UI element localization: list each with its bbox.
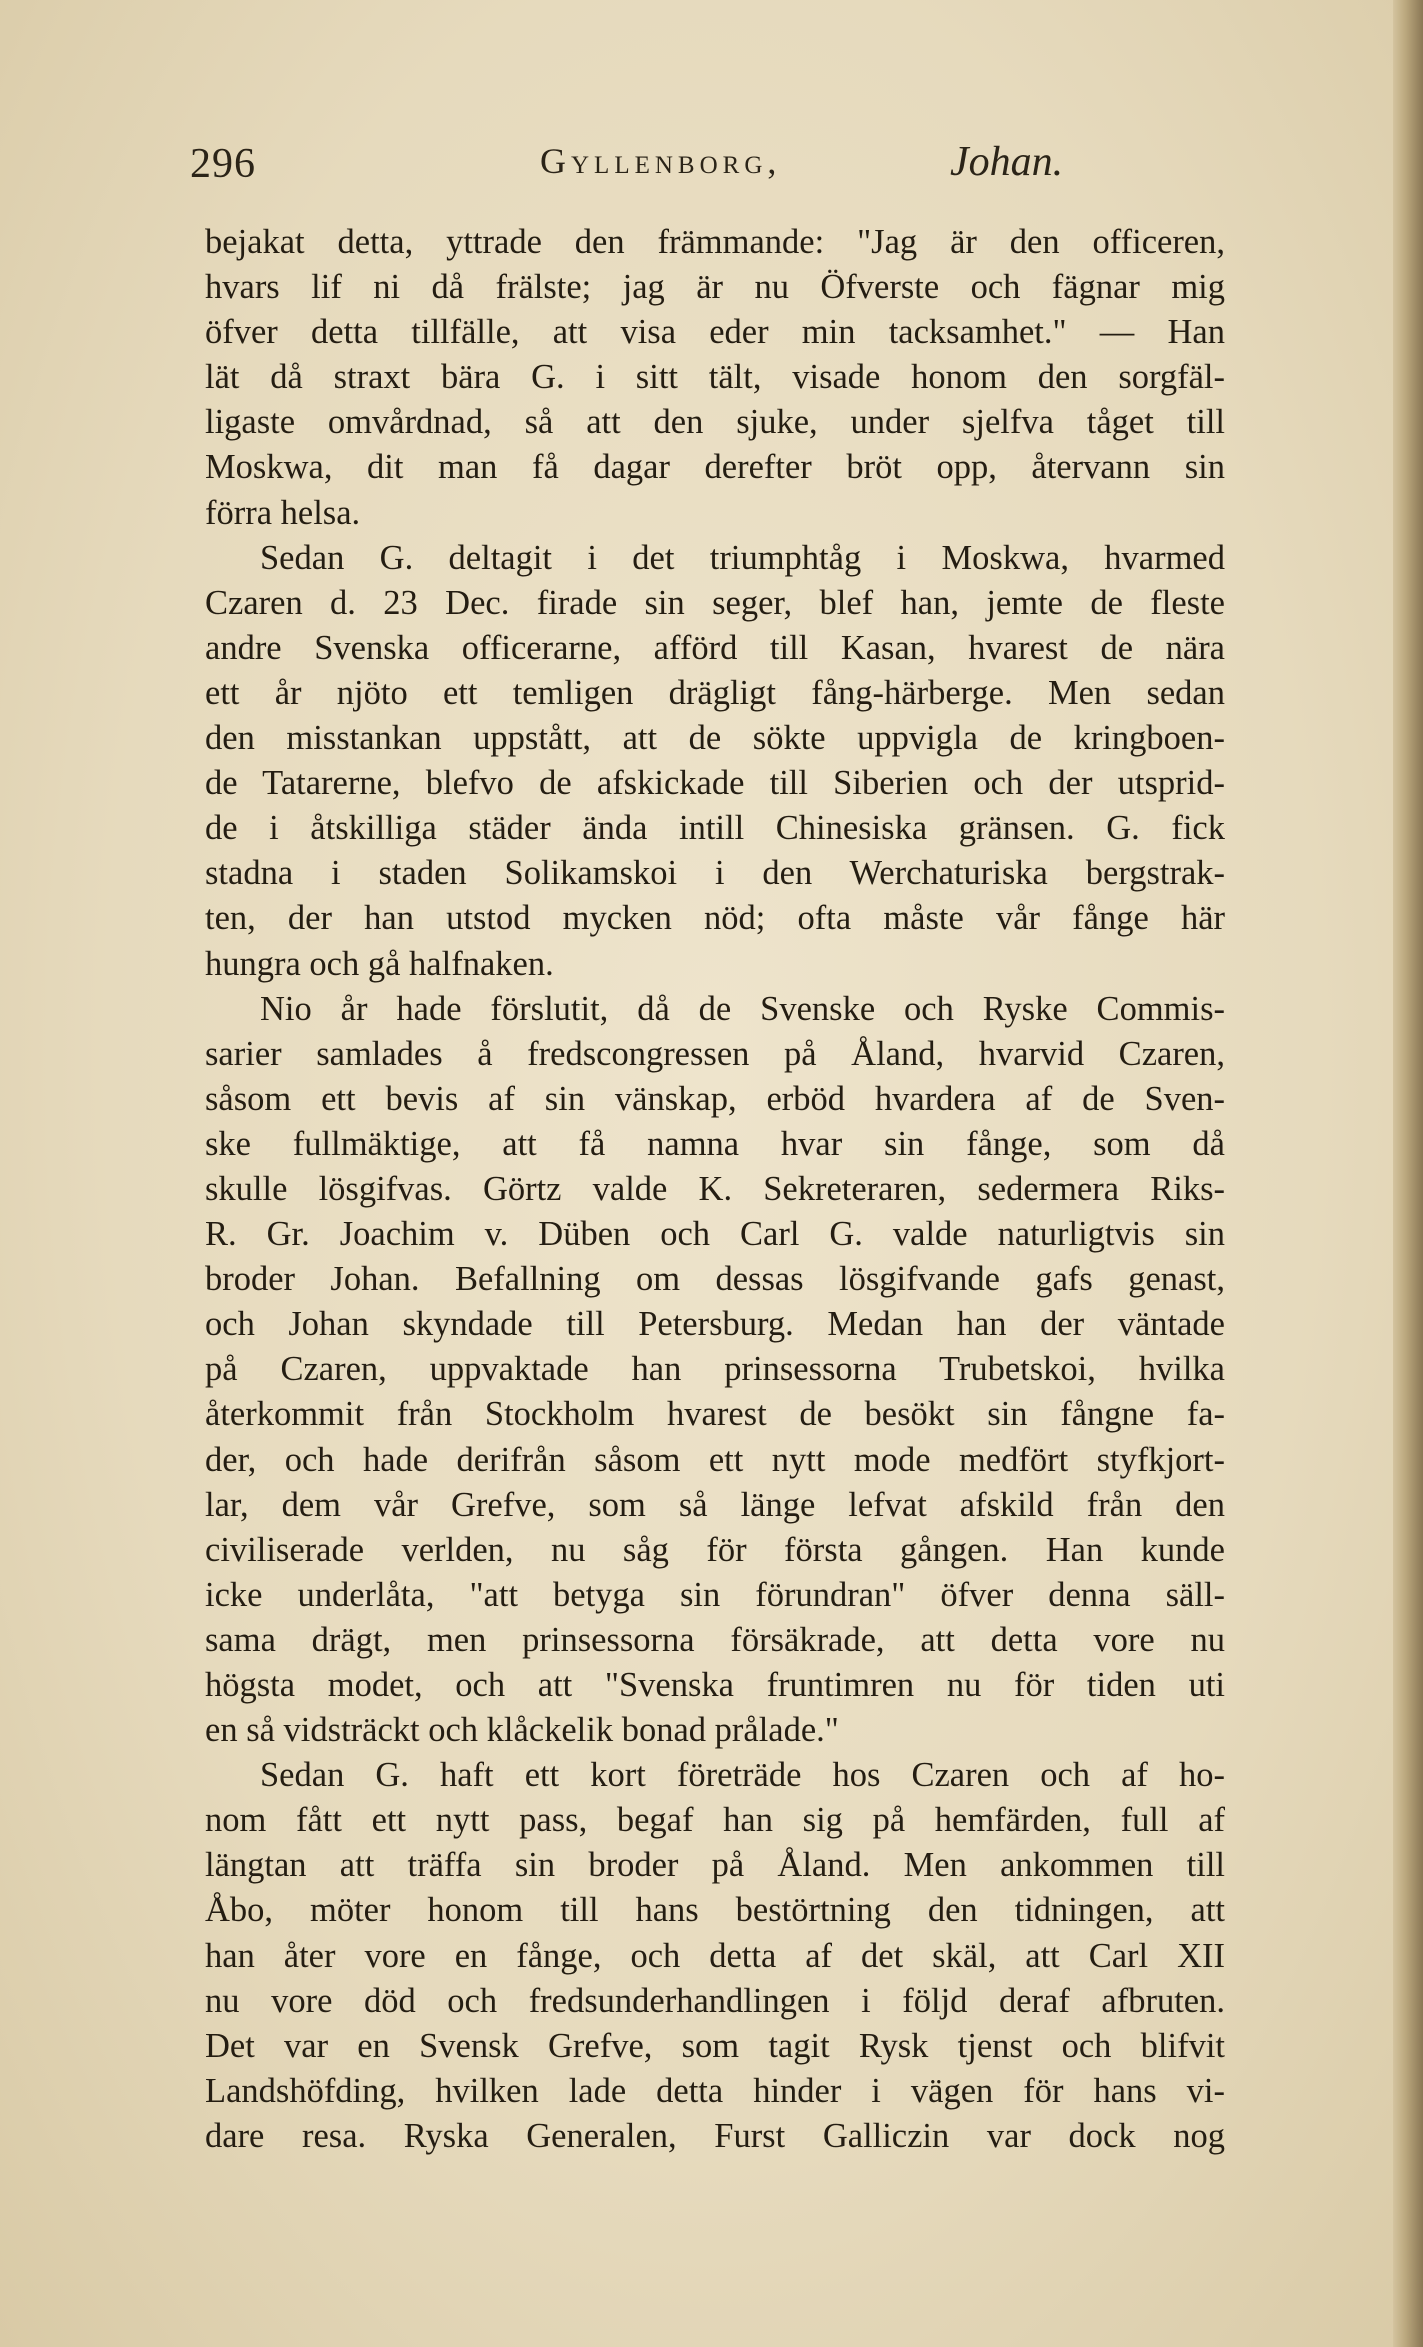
text-line: Sedan G. deltagit i det triumphtåg i Moskwa, hvarmed bbox=[260, 538, 1225, 577]
text-line: en så vidsträckt och klåckelik bonad prålade." bbox=[205, 1711, 839, 1750]
text-line: nu vore död och fredsunderhandlingen i följd deraf afbruten. bbox=[205, 1981, 1225, 2020]
text-line: Czaren d. 23 Dec. firade sin seger, blef han, jemte de fleste bbox=[205, 583, 1225, 622]
text-line: ten, der han utstod mycken nöd; ofta måste vår fånge här bbox=[205, 899, 1225, 938]
page-spine-shadow bbox=[1393, 0, 1423, 2347]
text-line: den misstankan uppstått, att de sökte uppvigla de kringboen- bbox=[205, 719, 1225, 758]
text-line: sama drägt, men prinsessorna försäkrade, att detta vore nu bbox=[205, 1620, 1225, 1659]
text-line: civiliserade verlden, nu såg för första gången. Han kunde bbox=[205, 1530, 1225, 1569]
text-line: öfver detta tillfälle, att visa eder min tacksamhet." — Han bbox=[205, 313, 1225, 352]
running-head-name: Johan. bbox=[950, 139, 1064, 185]
text-line: Nio år hade förslutit, då de Svenske och Ryske Commis- bbox=[260, 989, 1225, 1028]
text-line: andre Svenska officerarne, afförd till Kasan, hvarest de nära bbox=[205, 628, 1225, 667]
text-line: broder Johan. Befallning om dessas lösgifvande gafs genast, bbox=[205, 1260, 1225, 1299]
text-line: stadna i staden Solikamskoi i den Werchaturiska bergstrak- bbox=[205, 854, 1225, 893]
text-line: Landshöfding, hvilken lade detta hinder i vägen för hans vi- bbox=[205, 2071, 1225, 2110]
text-line: längtan att träffa sin broder på Åland. Men ankommen till bbox=[205, 1846, 1225, 1885]
text-line: han åter vore en fånge, och detta af det skäl, att Carl XII bbox=[205, 1936, 1225, 1975]
text-line: ett år njöto ett temligen drägligt fång-härberge. Men sedan bbox=[205, 673, 1225, 712]
text-line: förra helsa. bbox=[205, 493, 361, 532]
text-line: bejakat detta, yttrade den främmande: "Jag är den officeren, bbox=[205, 223, 1225, 261]
text-line: de Tatarerne, blefvo de afskickade till Siberien och der utsprid- bbox=[205, 764, 1225, 803]
text-line: icke underlåta, "att betyga sin förundran" öfver denna säll- bbox=[205, 1575, 1225, 1614]
text-line: Sedan G. haft ett kort företräde hos Czaren och af ho- bbox=[260, 1756, 1225, 1795]
page-header bbox=[190, 140, 1230, 200]
text-line: Åbo, möter honom till hans bestörtning den tidningen, att bbox=[205, 1891, 1225, 1930]
text-line: ligaste omvårdnad, så att den sjuke, under sjelfva tåget till bbox=[205, 403, 1225, 442]
text-line: på Czaren, uppvaktade han prinsessorna Trubetskoi, hvilka bbox=[205, 1350, 1225, 1389]
page-number: 296 bbox=[190, 141, 256, 187]
text-line: högsta modet, och att "Svenska fruntimren nu för tiden uti bbox=[205, 1666, 1225, 1704]
text-line: sarier samlades å fredscongressen på Åland, hvarvid Czaren, bbox=[205, 1034, 1225, 1073]
body-text bbox=[205, 220, 1225, 2159]
running-head: Gyllenborg, bbox=[540, 141, 782, 181]
text-line: såsom ett bevis af sin vänskap, erböd hvardera af de Sven- bbox=[205, 1079, 1225, 1118]
text-line: der, och hade derifrån såsom ett nytt mode medfört styfkjort- bbox=[205, 1440, 1225, 1479]
text-line: hungra och gå halfnaken. bbox=[205, 944, 554, 983]
text-line: återkommit från Stockholm hvarest de besökt sin fångne fa- bbox=[205, 1395, 1225, 1434]
text-line: dare resa. Ryska Generalen, Furst Galliczin var dock nog bbox=[205, 2116, 1225, 2155]
text-line: nom fått ett nytt pass, begaf han sig på hemfärden, full af bbox=[205, 1801, 1225, 1840]
text-line: de i åtskilliga städer ända intill Chinesiska gränsen. G. fick bbox=[205, 809, 1225, 848]
text-line: Moskwa, dit man få dagar derefter bröt opp, återvann sin bbox=[205, 448, 1225, 487]
text-line: ske fullmäktige, att få namna hvar sin fånge, som då bbox=[205, 1124, 1225, 1163]
text-line: Det var en Svensk Grefve, som tagit Rysk tjenst och blifvit bbox=[205, 2026, 1225, 2065]
text-line: skulle lösgifvas. Görtz valde K. Sekreteraren, sedermera Riks- bbox=[205, 1169, 1225, 1208]
text-line: lar, dem vår Grefve, som så länge lefvat afskild från den bbox=[205, 1485, 1225, 1524]
text-line: R. Gr. Joachim v. Düben och Carl G. valde naturligtvis sin bbox=[205, 1215, 1225, 1254]
text-line: och Johan skyndade till Petersburg. Medan han der väntade bbox=[205, 1305, 1225, 1344]
text-line: lät då straxt bära G. i sitt tält, visade honom den sorgfäl- bbox=[205, 358, 1225, 397]
text-line: hvars lif ni då frälste; jag är nu Öfverste och fägnar mig bbox=[205, 268, 1225, 307]
